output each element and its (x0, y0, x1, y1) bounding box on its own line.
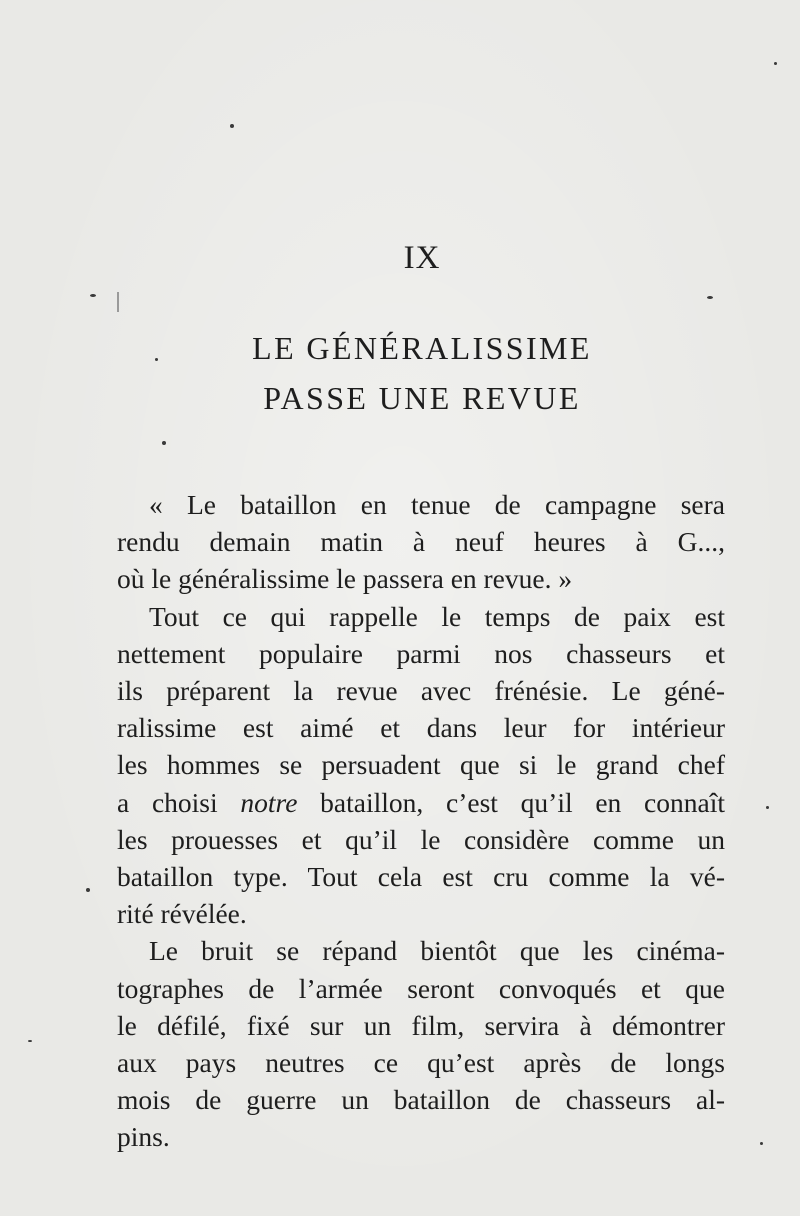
chapter-number: IX (403, 240, 441, 276)
chapter-title-line-2: PASSE UNE REVUE (263, 380, 581, 416)
text-line: tographes de l’armée seront convoqués et que (117, 972, 725, 1004)
body-text (117, 486, 725, 1156)
text-line: bataillon type. Tout cela est cru comme la vé- (117, 861, 725, 893)
text-line: où le généralissime le passera en revue. » (117, 563, 573, 595)
paragraph-2 (117, 598, 725, 933)
text-segment: a choisi (117, 786, 241, 818)
text-line: aux pays neutres ce qu’est après de longs (117, 1047, 725, 1079)
text-line-with-italic (117, 784, 725, 821)
text-line: rendu demain matin à neuf heures à G..., (117, 526, 725, 558)
text-line: les hommes se persuadent que si le grand chef (117, 749, 725, 781)
text-line: le défilé, fixé sur un film, servira à démontrer (117, 1009, 725, 1041)
text-line: ils préparent la revue avec frénésie. Le géné- (117, 675, 725, 707)
print-speck (86, 888, 90, 892)
print-speck (760, 1142, 763, 1145)
text-line: nettement populaire parmi nos chasseurs et (117, 637, 725, 669)
text-line: pins. (117, 1121, 170, 1153)
print-speck (230, 124, 234, 128)
print-speck (155, 358, 158, 361)
print-speck (90, 294, 96, 297)
print-speck (162, 441, 166, 445)
text-segment: bataillon, c’est qu’il en connaît (297, 786, 725, 818)
print-speck (766, 806, 769, 809)
paragraph-1 (117, 486, 725, 598)
text-line: Le bruit se répand bientôt que les cinéma- (149, 935, 725, 967)
print-speck (707, 296, 713, 299)
print-speck (774, 62, 777, 65)
italic-word: notre (240, 786, 298, 818)
paragraph-3 (117, 932, 725, 1155)
text-line: ralissime est aimé et dans leur for intérieur (117, 712, 725, 744)
print-speck (28, 1040, 32, 1042)
print-speck (117, 292, 119, 312)
text-line: « Le bataillon en tenue de campagne sera (149, 489, 725, 520)
text-line: les prouesses et qu’il le considère comme un (117, 823, 725, 855)
text-line: Tout ce qui rappelle le temps de paix est (149, 600, 725, 632)
text-line: mois de guerre un bataillon de chasseurs al- (117, 1084, 725, 1116)
text-line: rité révélée. (117, 898, 247, 930)
chapter-title-line-1: LE GÉNÉRALISSIME (252, 330, 592, 366)
